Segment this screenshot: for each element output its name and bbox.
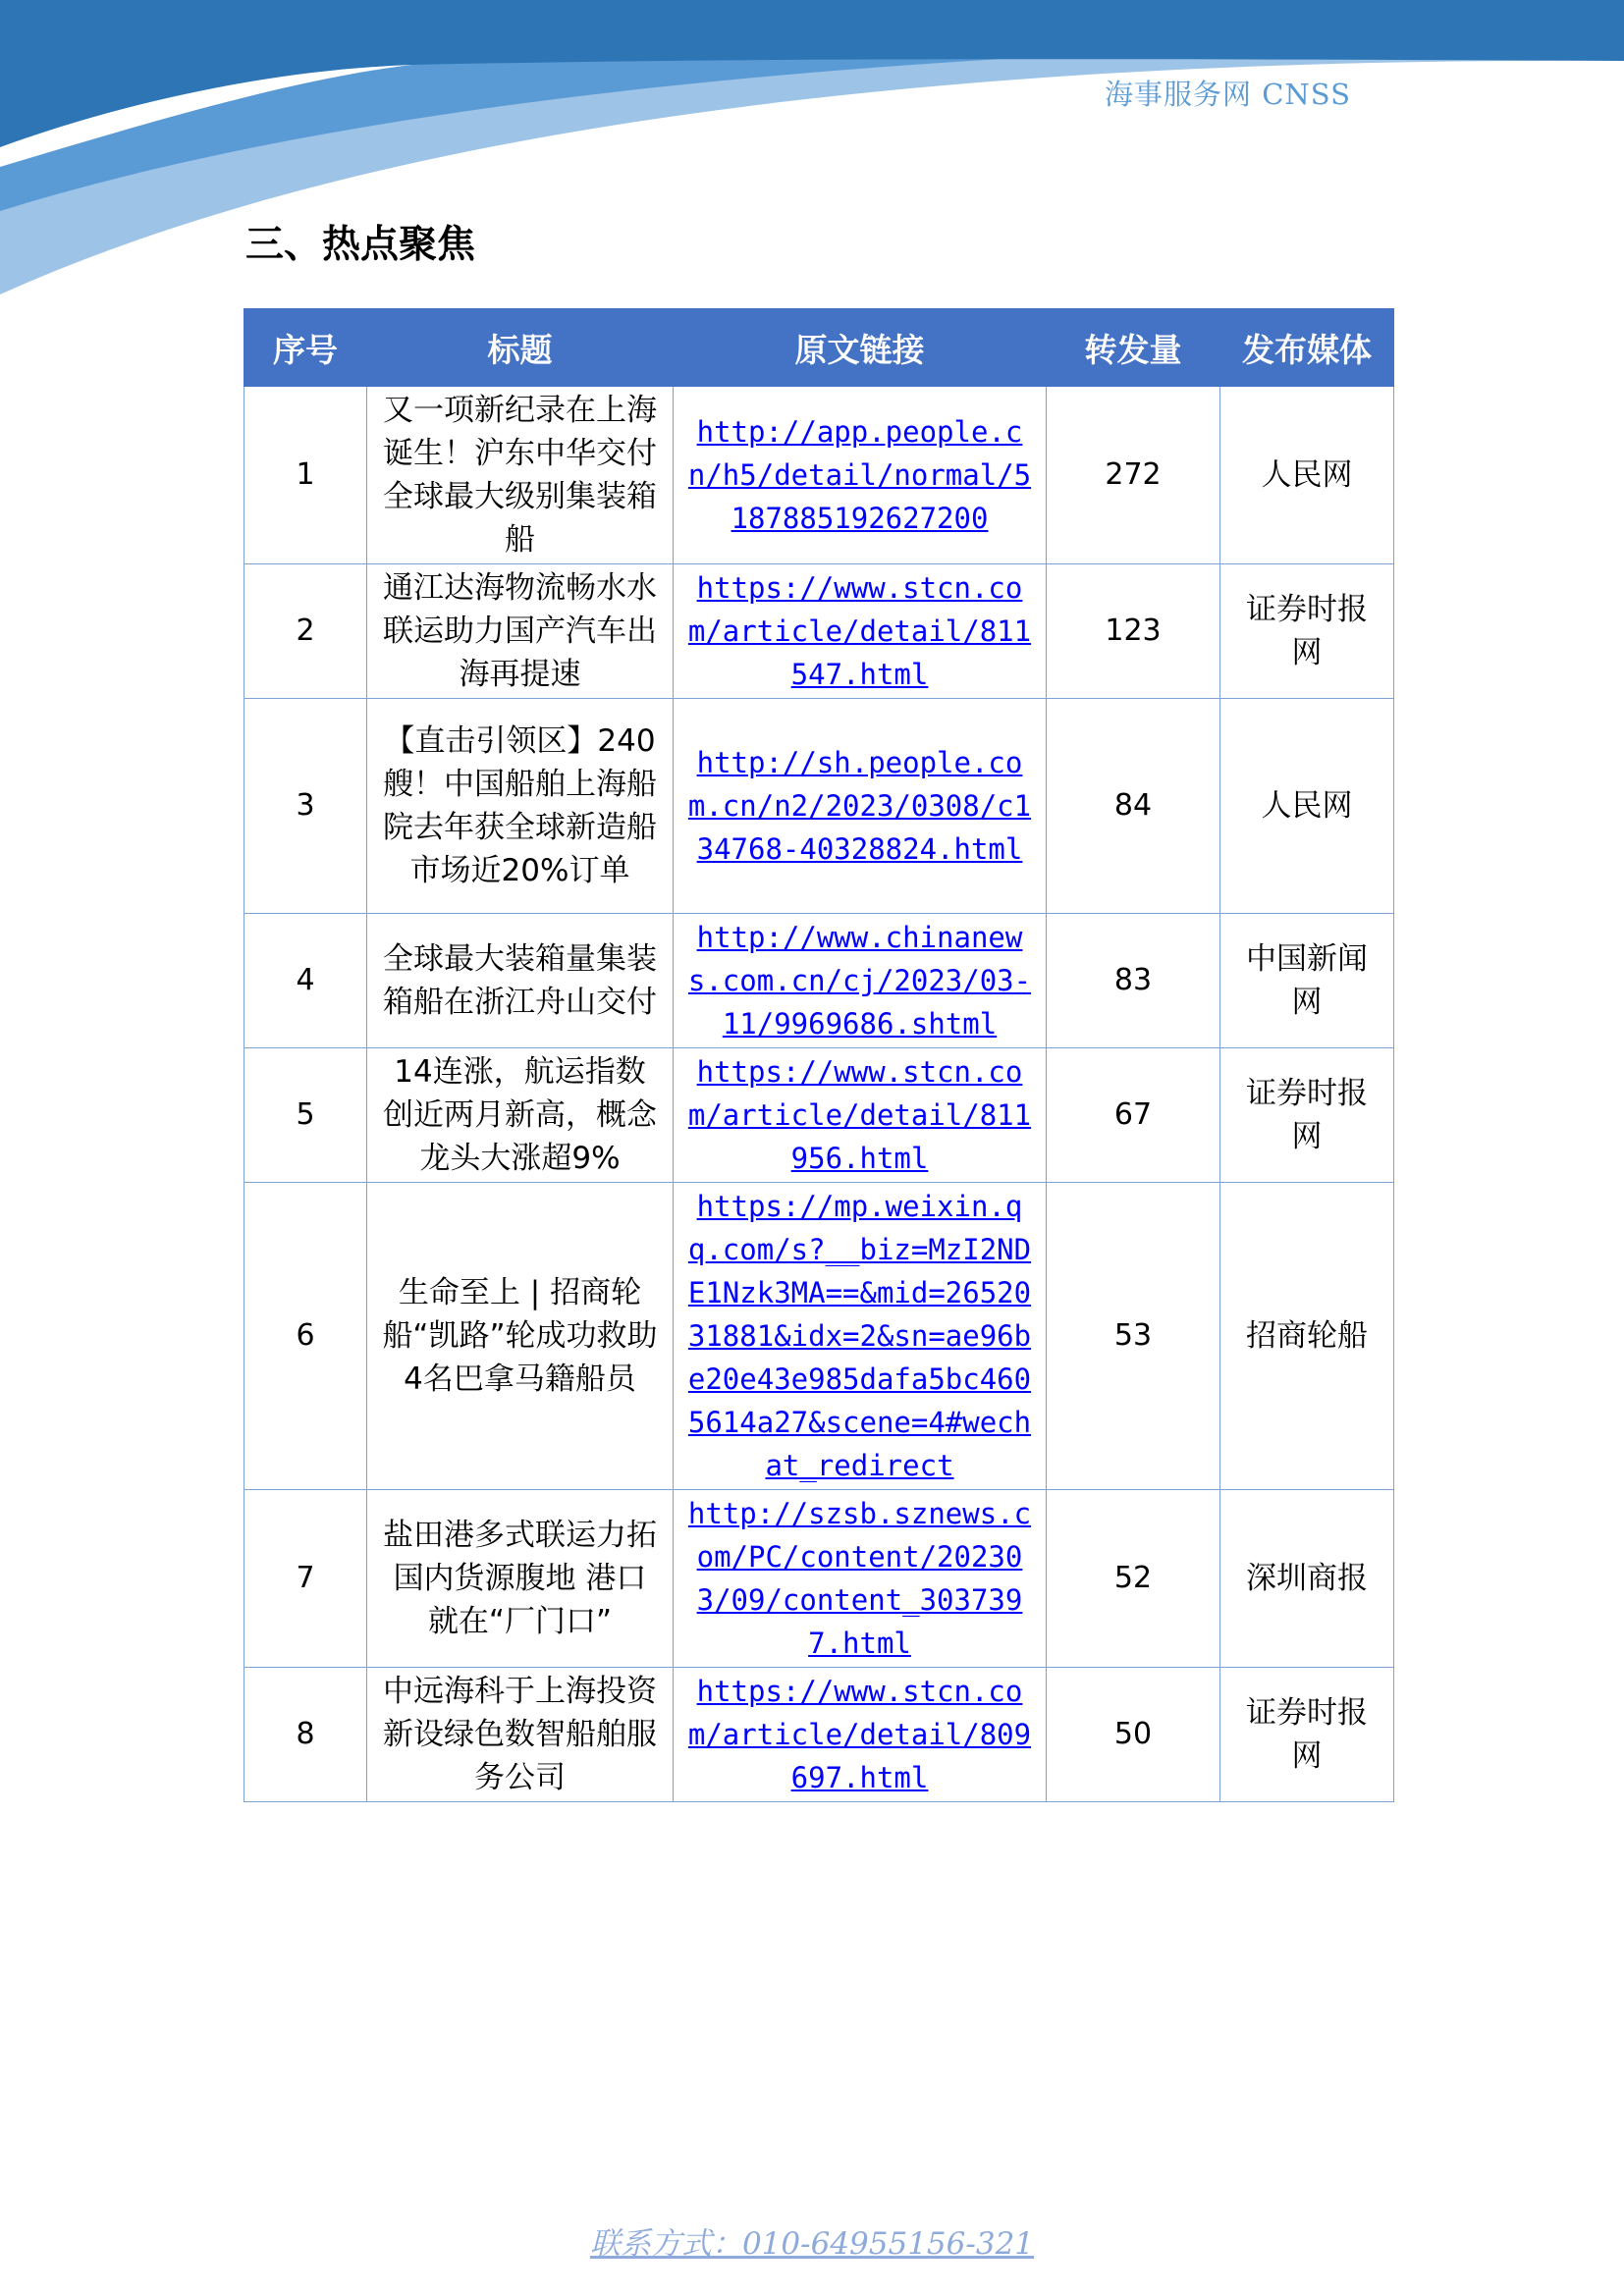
- row-media: 招商轮船: [1220, 1183, 1394, 1490]
- row-link-cell: [674, 387, 1047, 564]
- footer-contact: 联系方式：010-64955156-321: [589, 2226, 1035, 2262]
- row-link-cell: [674, 699, 1047, 914]
- row-title: 【直击引领区】240艘！中国船舶上海船院去年获全球新造船市场近20%订单: [367, 699, 674, 914]
- row-index: 4: [244, 914, 367, 1048]
- row-title: 中远海科于上海投资新设绿色数智船舶服务公司: [367, 1668, 674, 1802]
- row-index: 7: [244, 1490, 367, 1668]
- row-title: 通江达海物流畅水水联运助力国产汽车出海再提速: [367, 564, 674, 699]
- row-shares: 67: [1047, 1048, 1220, 1183]
- row-link-cell: [674, 1668, 1047, 1802]
- table-row: [244, 1048, 1394, 1183]
- row-media: 深圳商报: [1220, 1490, 1394, 1668]
- header-banner: [0, 0, 1624, 294]
- row-title: 盐田港多式联运力拓国内货源腹地 港口就在“厂门口”: [367, 1490, 674, 1668]
- table-row: [244, 387, 1394, 564]
- row-title: 全球最大装箱量集装箱船在浙江舟山交付: [367, 914, 674, 1048]
- row-link-cell: [674, 1490, 1047, 1668]
- table-row: [244, 1490, 1394, 1668]
- table-row: [244, 1183, 1394, 1490]
- header-shares: 转发量: [1047, 309, 1220, 387]
- header-title: 标题: [367, 309, 674, 387]
- row-link-cell: [674, 1048, 1047, 1183]
- row-link-cell: [674, 914, 1047, 1048]
- row-title: 14连涨，航运指数创近两月新高，概念龙头大涨超9%: [367, 1048, 674, 1183]
- row-shares: 84: [1047, 699, 1220, 914]
- row-title: 生命至上 | 招商轮船“凯路”轮成功救助4名巴拿马籍船员: [367, 1183, 674, 1490]
- row-link[interactable]: http://sh.people.com.cn/n2/2023/0308/c134768-40328824.html: [687, 746, 1032, 866]
- row-link[interactable]: https://mp.weixin.qq.com/s?__biz=MzI2NDE1Nzk3MA==&mid=2652031881&idx=2&sn=ae96be20e43e985dafa5bc4605614a27&scene=4#wechat_redirect: [687, 1190, 1032, 1482]
- table-row: [244, 914, 1394, 1048]
- row-index: 3: [244, 699, 367, 914]
- row-link[interactable]: https://www.stcn.com/article/detail/811547.html: [687, 571, 1032, 691]
- row-shares: 52: [1047, 1490, 1220, 1668]
- row-media: 人民网: [1220, 699, 1394, 914]
- hot-news-table: [244, 308, 1394, 1802]
- row-link[interactable]: http://szsb.sznews.com/PC/content/202303/09/content_3037397.html: [687, 1497, 1032, 1660]
- site-name: 海事服务网 CNSS: [1104, 78, 1351, 111]
- row-link-cell: [674, 564, 1047, 699]
- row-shares: 50: [1047, 1668, 1220, 1802]
- row-index: 5: [244, 1048, 367, 1183]
- row-media: 证券时报网: [1220, 564, 1394, 699]
- row-link[interactable]: http://www.chinanews.com.cn/cj/2023/03-11/9969686.shtml: [687, 921, 1032, 1041]
- table-row: [244, 564, 1394, 699]
- row-link[interactable]: https://www.stcn.com/article/detail/811956.html: [687, 1055, 1032, 1175]
- row-media: 人民网: [1220, 387, 1394, 564]
- row-index: 1: [244, 387, 367, 564]
- row-shares: 123: [1047, 564, 1220, 699]
- row-media: 证券时报网: [1220, 1048, 1394, 1183]
- row-link[interactable]: https://www.stcn.com/article/detail/809697.html: [687, 1675, 1032, 1794]
- header-media: 发布媒体: [1220, 309, 1394, 387]
- row-title: 又一项新纪录在上海诞生！沪东中华交付全球最大级别集装箱船: [367, 387, 674, 564]
- header-link: 原文链接: [674, 309, 1047, 387]
- row-shares: 272: [1047, 387, 1220, 564]
- table-header-row: [244, 309, 1394, 387]
- row-link[interactable]: http://app.people.cn/h5/detail/normal/5187885192627200: [687, 415, 1032, 535]
- row-media: 证券时报网: [1220, 1668, 1394, 1802]
- table-row: [244, 699, 1394, 914]
- row-index: 2: [244, 564, 367, 699]
- table-row: [244, 1668, 1394, 1802]
- row-index: 6: [244, 1183, 367, 1490]
- row-media: 中国新闻网: [1220, 914, 1394, 1048]
- row-shares: 53: [1047, 1183, 1220, 1490]
- row-shares: 83: [1047, 914, 1220, 1048]
- row-index: 8: [244, 1668, 367, 1802]
- row-link-cell: [674, 1183, 1047, 1490]
- header-index: 序号: [244, 309, 367, 387]
- section-title: 三、热点聚焦: [245, 223, 476, 267]
